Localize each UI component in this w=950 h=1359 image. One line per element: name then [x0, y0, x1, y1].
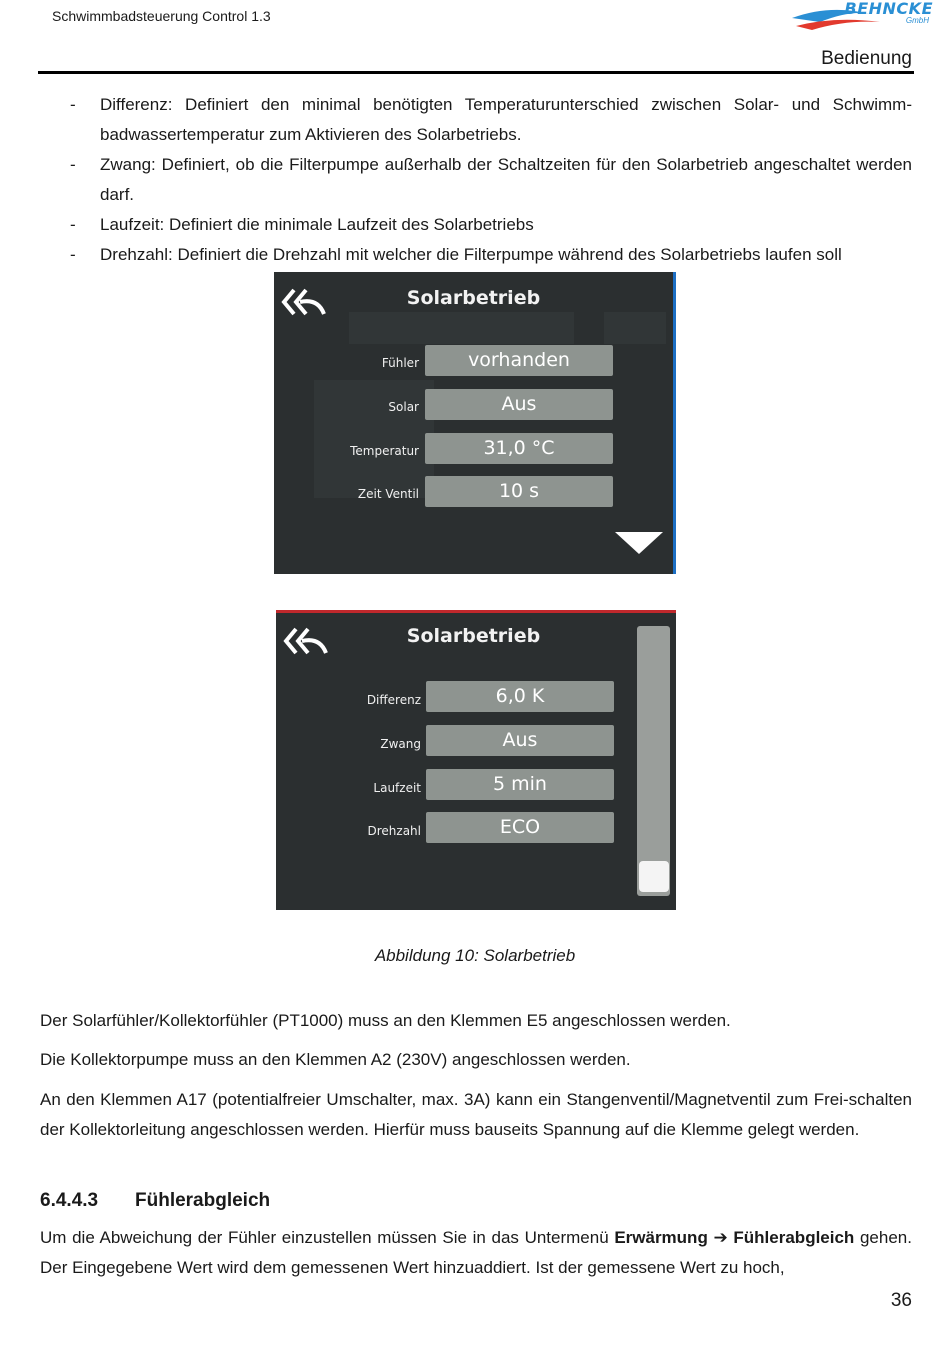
list-item-text: Differenz: Definiert den minimal benötigten Temperaturunterschied zwischen Solar- und Schwimm-badwassertemperatur zum Aktivieren des Solarbetriebs. [100, 95, 912, 144]
figure-caption: Abbildung 10: Solarbetrieb [374, 946, 576, 965]
subsection-number: 6.4.4.3 [40, 1190, 99, 1211]
fuehler-value[interactable]: vorhanden [425, 345, 613, 376]
list-item-text: Laufzeit: Definiert die minimale Laufzeit des Solarbetriebs [100, 215, 534, 234]
temperatur-value[interactable]: 31,0 °C [425, 433, 613, 464]
zwang-value[interactable]: Aus [426, 725, 614, 756]
solarbetrieb-screen-2 [276, 610, 676, 910]
screen-title: Solarbetrieb [406, 625, 541, 647]
list-item-text: Zwang: Definiert, ob die Filterpumpe außerhalb der Schaltzeiten für den Solarbetrieb angeschaltet werden darf. [100, 155, 912, 204]
differenz-value[interactable]: 6,0 K [426, 681, 614, 712]
list-item: - Laufzeit: Definiert die minimale Laufzeit des Solarbetriebs [40, 210, 912, 240]
header-rule [38, 71, 914, 74]
zeit-ventil-value[interactable]: 10 s [425, 476, 613, 507]
section-name: Bedienung [821, 48, 912, 69]
logo-text: BEHNCKE [844, 0, 933, 18]
field-label: Temperatur [350, 444, 419, 458]
paragraph: Um die Abweichung der Fühler einzustellen müssen Sie in das Untermenü Erwärmung ➔ Fühlerabgleich gehen. Der Eingegebene Wert wird dem gemessenen Wert hinzuaddiert. Ist der gemessene Wert zu hoch, [40, 1228, 912, 1277]
logo-sub: GmbH [905, 16, 929, 25]
subsection-heading [40, 1190, 270, 1212]
field-label: Zeit Ventil [357, 487, 419, 501]
field-label: Laufzeit [373, 781, 421, 795]
subsection-title: Fühlerabgleich [135, 1190, 271, 1211]
list-item: - Zwang: Definiert, ob die Filterpumpe außerhalb der Schaltzeiten für den Solarbetrieb angeschaltet werden darf. [40, 150, 912, 210]
list-item: - Differenz: Definiert den minimal benötigten Temperaturunterschied zwischen Solar- und Schwimm-badwassertemperatur zum Aktivieren des Solarbetriebs. [40, 90, 912, 150]
solarbetrieb-screen-1 [274, 272, 676, 574]
arrow-right-icon: ➔ [713, 1228, 728, 1247]
field-label: Drehzahl [367, 824, 421, 838]
field-label: Differenz [366, 693, 421, 707]
screen-title: Solarbetrieb [406, 287, 541, 309]
list-item-text: Drehzahl: Definiert die Drehzahl mit welcher die Filterpumpe während des Solarbetriebs laufen soll [100, 245, 842, 264]
menu-path-fuehlerabgleich: Fühlerabgleich [733, 1228, 855, 1247]
field-label: Zwang [380, 737, 421, 751]
behncke-logo [790, 0, 935, 32]
drehzahl-value[interactable]: ECO [426, 812, 614, 843]
paragraph: Die Kollektorpumpe muss an den Klemmen A2 (230V) angeschlossen werden. [40, 1050, 631, 1069]
scrollbar-thumb[interactable] [639, 861, 669, 892]
solar-value[interactable]: Aus [425, 389, 613, 420]
list-item: - Drehzahl: Definiert die Drehzahl mit welcher die Filterpumpe während des Solarbetriebs laufen soll [40, 240, 912, 270]
document-title: Schwimmbadsteuerung Control 1.3 [52, 8, 271, 24]
paragraph: Der Solarfühler/Kollektorfühler (PT1000) muss an den Klemmen E5 angeschlossen werden. [40, 1011, 731, 1030]
page-number: 36 [890, 1290, 912, 1311]
scroll-down-icon[interactable] [615, 532, 663, 554]
field-label: Solar [388, 400, 419, 414]
scrollbar[interactable] [637, 626, 670, 896]
field-label: Fühler [381, 356, 419, 370]
definition-list [40, 90, 912, 270]
menu-path-erwaermung: Erwärmung [614, 1228, 708, 1247]
paragraph: An den Klemmen A17 (potentialfreier Umschalter, max. 3A) kann ein Stangenventil/Magnetventil zum Frei-schalten der Kollektorleitung angeschlossen werden. Hierfür muss bauseits Spannung auf die Klemme gelegt werden. [40, 1090, 912, 1139]
laufzeit-value[interactable]: 5 min [426, 769, 614, 800]
